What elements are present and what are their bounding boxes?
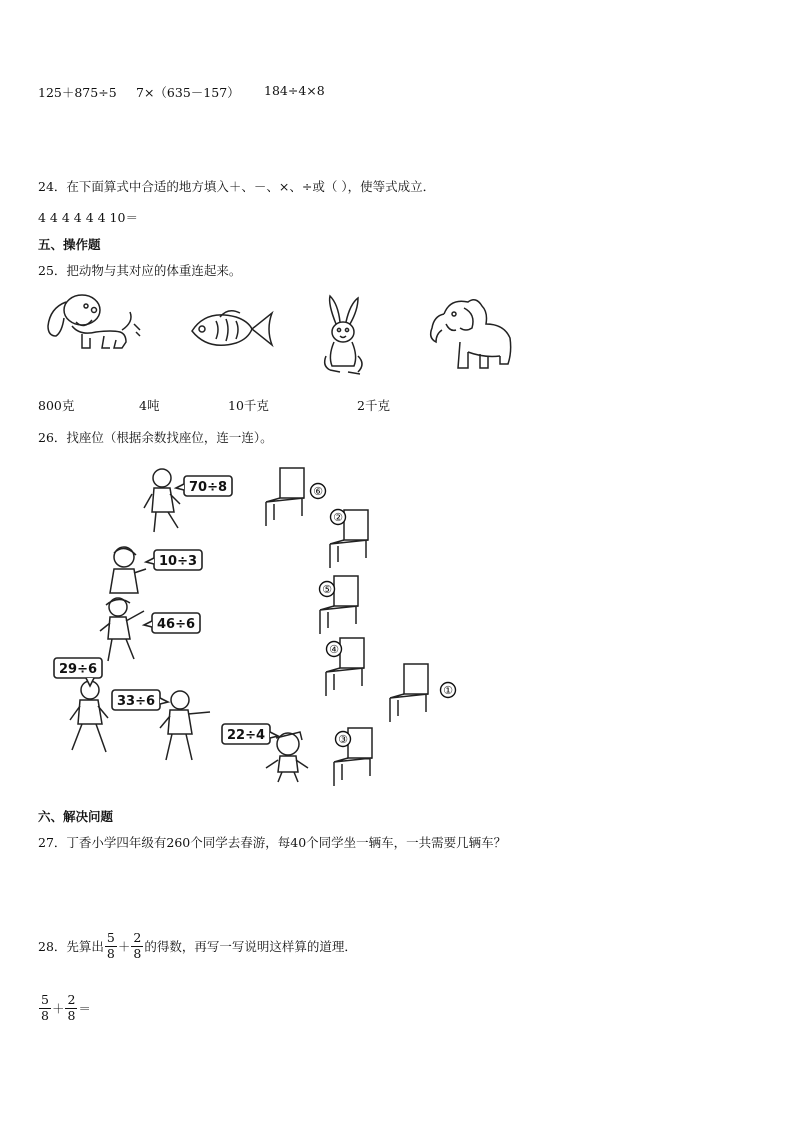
speech-bubble-22div4 bbox=[220, 722, 280, 748]
answer-fraction-2-numerator: 2 bbox=[67, 992, 76, 1007]
answer-plus: ＋ bbox=[51, 1001, 65, 1016]
q23-expression-1: 125＋875÷5 bbox=[38, 85, 117, 100]
q28-fraction-1 bbox=[105, 932, 117, 960]
seat-number-4 bbox=[325, 640, 343, 662]
weight-label-1: 800克 bbox=[38, 398, 75, 413]
q28-suffix: 的得数，再写一写说明这样算的道理． bbox=[144, 939, 357, 954]
q24-equation: 4 4 4 4 4 4 10＝ bbox=[38, 210, 138, 225]
answer-fraction-2-denominator: 8 bbox=[67, 1007, 76, 1023]
expression-10div3: 10÷3 bbox=[158, 554, 198, 569]
q27-question: 27．丁香小学四年级有260个同学去春游，每40个同学坐一辆车，一共需要几辆车？ bbox=[38, 835, 507, 850]
chair-1 bbox=[386, 660, 436, 724]
seat-label-1: ① bbox=[443, 684, 453, 697]
answer-fraction-1-numerator: 5 bbox=[41, 992, 49, 1007]
speech-bubble-29div6 bbox=[52, 656, 112, 686]
speech-bubble-46div6 bbox=[144, 611, 204, 637]
q25-question: 25．把动物与其对应的体重连起来。 bbox=[38, 263, 242, 278]
expression-29div6: 29÷6 bbox=[58, 662, 98, 677]
seat-label-5: ⑤ bbox=[322, 583, 332, 596]
answer-fraction-1-denominator: 8 bbox=[41, 1007, 49, 1023]
elephant-image bbox=[424, 294, 516, 376]
q28-question bbox=[38, 932, 357, 960]
dog-image bbox=[42, 292, 146, 352]
section-5-title: 五、操作题 bbox=[38, 237, 101, 252]
q28-answer-line bbox=[38, 994, 91, 1022]
fish-image bbox=[186, 305, 276, 353]
weight-label-3: 10千克 bbox=[228, 398, 269, 413]
q28-prefix: 28．先算出 bbox=[38, 939, 104, 954]
seat-number-1 bbox=[439, 681, 457, 703]
q28-plus: ＋ bbox=[117, 939, 131, 954]
answer-fraction-2 bbox=[65, 994, 77, 1022]
weight-label-2: 4吨 bbox=[139, 398, 160, 413]
answer-fraction-1 bbox=[39, 994, 51, 1022]
answer-equals: ＝ bbox=[78, 1001, 91, 1016]
fraction-2-numerator: 2 bbox=[133, 930, 142, 945]
seat-number-2 bbox=[329, 508, 347, 530]
speech-bubble-33div6 bbox=[110, 688, 170, 714]
section-6-title: 六、解决问题 bbox=[38, 809, 114, 824]
weight-label-4: 2千克 bbox=[357, 398, 390, 413]
seat-number-3 bbox=[334, 730, 352, 752]
q23-expression-2: 7×（635－157） bbox=[136, 85, 240, 100]
expression-22div4: 22÷4 bbox=[226, 728, 266, 743]
speech-bubble-70div8 bbox=[176, 474, 236, 500]
expression-33div6: 33÷6 bbox=[116, 694, 156, 709]
seat-number-6 bbox=[309, 482, 327, 504]
q23-expression-3: 184÷4×8 bbox=[264, 83, 325, 98]
child-figure-4 bbox=[66, 680, 116, 756]
q28-fraction-2 bbox=[131, 932, 143, 960]
seat-label-3: ③ bbox=[338, 733, 348, 746]
seat-label-4: ④ bbox=[329, 643, 339, 656]
speech-bubble-10div3 bbox=[146, 548, 206, 574]
fraction-1-numerator: 5 bbox=[106, 930, 115, 945]
chair-6 bbox=[262, 464, 312, 528]
seat-number-5 bbox=[318, 580, 336, 602]
rabbit-image bbox=[318, 294, 368, 380]
fraction-2-denominator: 8 bbox=[133, 945, 142, 961]
expression-46div6: 46÷6 bbox=[156, 617, 196, 632]
q26-question: 26．找座位（根据余数找座位，连一连）。 bbox=[38, 430, 273, 445]
q24-question: 24．在下面算式中合适的地方填入＋、－、×、÷或（ ），使等式成立． bbox=[38, 179, 436, 194]
expression-70div8: 70÷8 bbox=[188, 480, 228, 495]
child-figure-2 bbox=[104, 545, 150, 597]
child-figure-3 bbox=[98, 595, 150, 665]
seat-label-6: ⑥ bbox=[313, 485, 323, 498]
fraction-1-denominator: 8 bbox=[106, 945, 115, 961]
seat-label-2: ② bbox=[333, 511, 343, 524]
